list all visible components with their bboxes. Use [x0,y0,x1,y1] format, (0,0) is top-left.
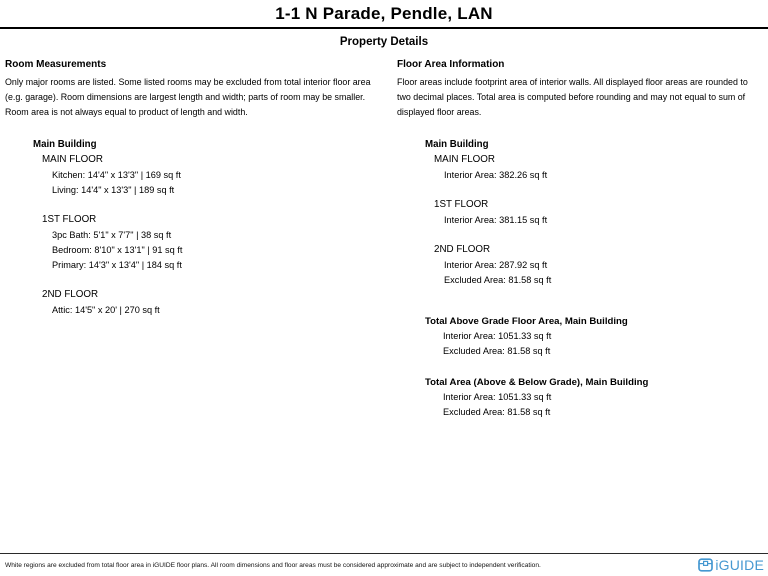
room-measurements-building [33,137,397,318]
floor-name: 2ND FLOOR [434,244,491,255]
floor-area-information-section [397,59,768,420]
title-divider [0,27,768,29]
total-heading: Total Above Grade Floor Area, Main Building [425,316,628,327]
total-heading: Total Area (Above & Below Grade), Main Building [425,377,649,388]
floor-name: 1ST FLOOR [434,199,489,210]
floor-area-information-description: Floor areas include footprint area of interior walls. All displayed floor areas are rounded to two decimal places. Total area is computed before rounding and may not equal to sum of displayed floor areas. [397,77,748,117]
building-name: Main Building [33,139,97,150]
floor-block-2nd-floor [42,287,397,318]
totals-group [425,314,768,420]
iguide-logo [698,557,768,573]
room-measurements-heading: Room Measurements [5,59,107,70]
content-columns [0,59,768,420]
area-value: Excluded Area: 81.58 sq ft [444,275,552,285]
floor-block-1st-floor [42,212,397,273]
page-footer [0,553,768,576]
room-measurement: Kitchen: 14'4" x 13'3" | 169 sq ft [52,170,181,180]
area-value: Excluded Area: 81.58 sq ft [443,407,551,417]
area-value: Interior Area: 287.92 sq ft [444,260,548,270]
room-measurement: Primary: 14'3" x 13'4" | 184 sq ft [52,260,182,270]
room-measurement: 3pc Bath: 5'1" x 7'7" | 38 sq ft [52,230,172,240]
room-measurement: Living: 14'4" x 13'3" | 189 sq ft [52,185,175,195]
room-measurements-section [5,59,397,420]
total-above-below-grade-block [425,375,768,420]
area-value: Excluded Area: 81.58 sq ft [443,346,551,356]
page-title: 1-1 N Parade, Pendle, LAN [275,4,493,23]
page-subtitle: Property Details [339,36,429,48]
floor-block-main-floor [42,152,397,198]
room-measurements-description: Only major rooms are listed. Some listed rooms may be excluded from total interior floor area (e.g. garage). Room dimensions are largest length and width; parts of room may be smaller. Room area is not always equal to product of length and width. [5,77,371,117]
floor-name: 2ND FLOOR [42,289,99,300]
floor-name: MAIN FLOOR [42,154,103,165]
footer-disclaimer: White regions are excluded from total floor area in iGUIDE floor plans. All room dimensions and floor areas must be considered approximate and are subject to independent verification. [5,561,541,569]
total-above-grade-block [425,314,768,359]
area-value: Interior Area: 382.26 sq ft [444,170,548,180]
area-block-main-floor [434,152,768,183]
room-measurement: Bedroom: 8'10" x 13'1" | 91 sq ft [52,245,183,255]
floor-area-building [425,137,768,288]
area-value: Interior Area: 1051.33 sq ft [443,392,552,402]
room-measurement: Attic: 14'5" x 20' | 270 sq ft [52,305,160,315]
area-value: Interior Area: 381.15 sq ft [444,215,548,225]
area-block-1st-floor [434,197,768,228]
building-name: Main Building [425,139,489,150]
area-value: Interior Area: 1051.33 sq ft [443,331,552,341]
area-block-2nd-floor [434,242,768,288]
iguide-camera-icon [698,558,713,572]
page-header [0,0,768,48]
floor-name: MAIN FLOOR [434,154,495,165]
iguide-logo-text: iGUIDE [715,557,764,573]
floor-name: 1ST FLOOR [42,214,97,225]
floor-area-information-heading: Floor Area Information [397,59,505,70]
